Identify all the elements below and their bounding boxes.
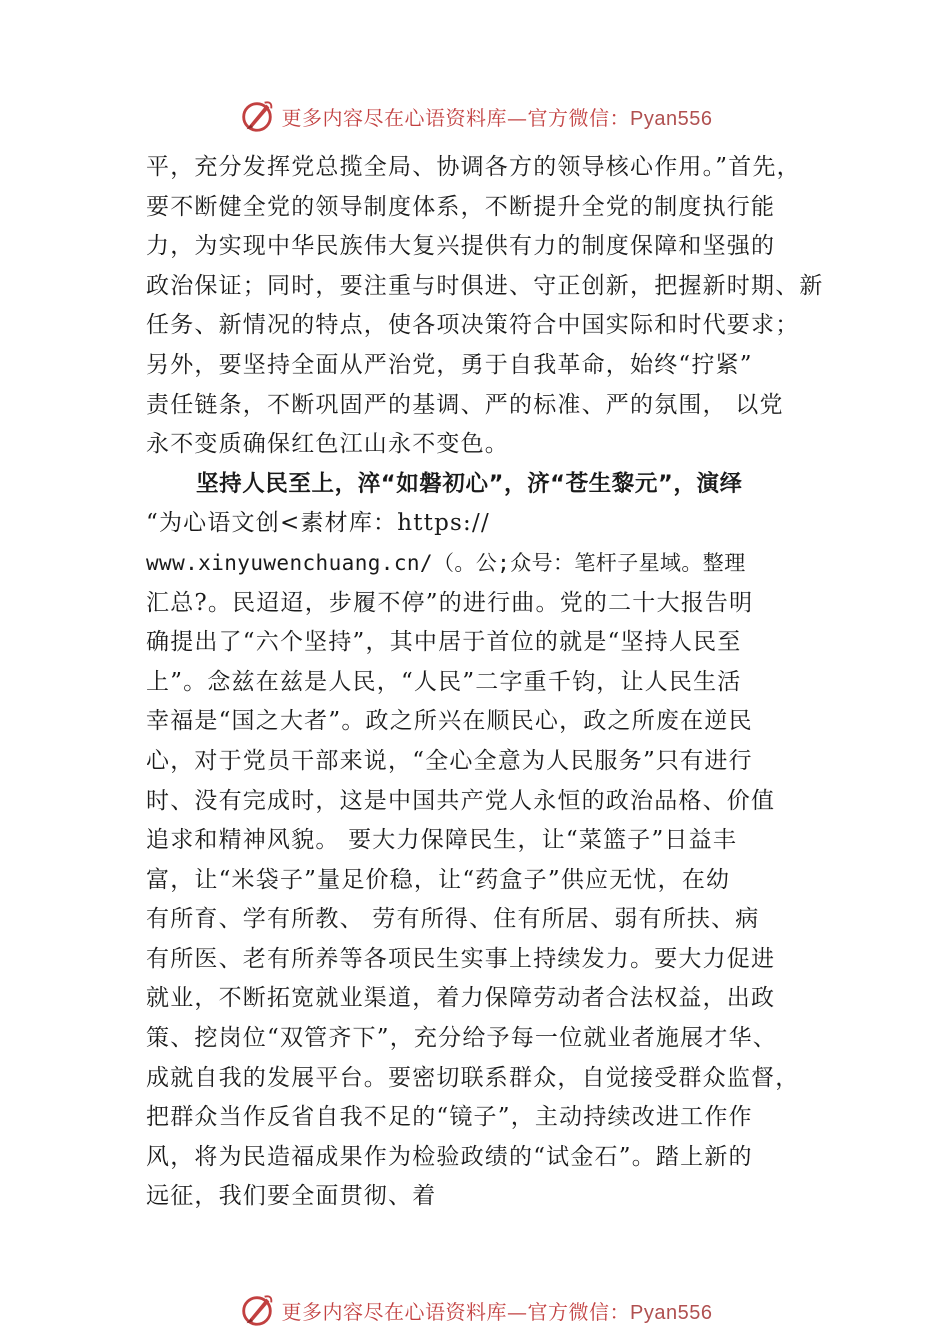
body-line: 就业，不断拓宽就业渠道，着力保障劳动者合法权益，出政 bbox=[146, 985, 776, 1012]
body-line-source: “为心语文创<素材库：https:// bbox=[146, 510, 490, 537]
header-banner-wechat-id: Pyan556 bbox=[630, 107, 713, 130]
body-line: 永不变质确保红色江山永不变色。 bbox=[146, 431, 509, 458]
body-line: 有所育、学有所教、 劳有所得、住有所居、弱有所扶、病 bbox=[146, 906, 760, 933]
body-line: 政治保证；同时，要注重与时俱进、守正创新，把握新时期、新 bbox=[146, 272, 824, 299]
header-banner bbox=[0, 94, 950, 138]
footer-banner-inner bbox=[238, 1291, 713, 1329]
body-line: 心，对于党员干部来说，“全心全意为人民服务”只有进行 bbox=[146, 747, 753, 774]
body-line: 追求和精神风貌。 要大力保障民生，让“菜篮子”日益丰 bbox=[146, 827, 738, 854]
body-line-url: www.xinyuwenchuang.cn/（。公;众号：笔杆子星域。整理 bbox=[146, 550, 746, 575]
header-banner-text bbox=[282, 102, 713, 131]
quill-pen-logo-icon bbox=[238, 97, 276, 135]
footer-banner bbox=[0, 1288, 950, 1332]
footer-banner-text bbox=[282, 1296, 713, 1325]
body-line: 幸福是“国之大者”。政之所兴在顺民心，政之所废在逆民 bbox=[146, 708, 753, 735]
body-line: 时、没有完成时，这是中国共产党人永恒的政治品格、价值 bbox=[146, 787, 776, 814]
footer-banner-wechat-id: Pyan556 bbox=[630, 1301, 713, 1324]
body-line: 责任链条，不断巩固严的基调、严的标准、严的氛围， 以党 bbox=[146, 391, 784, 418]
body-line: 远征，我们要全面贯彻、着 bbox=[146, 1183, 437, 1210]
header-banner-main: 更多内容尽在心语资料库—官方微信： bbox=[281, 105, 631, 130]
body-line: 确提出了“六个坚持”，其中居于首位的就是“坚持人民至 bbox=[146, 629, 742, 656]
body-line: 成就自我的发展平台。要密切联系群众，自觉接受群众监督， bbox=[146, 1064, 800, 1091]
body-line: 汇总?。民迢迢，步履不停”的进行曲。党的二十大报告明 bbox=[146, 589, 754, 616]
header-banner-inner bbox=[238, 97, 713, 135]
body-line: 另外，要坚持全面从严治党，勇于自我革命，始终“拧紧” bbox=[146, 351, 753, 378]
body-line: 任务、新情况的特点，使各项决策符合中国实际和时代要求； bbox=[146, 312, 800, 339]
body-line: 富，让“米袋子”量足价稳，让“药盒子”供应无忧，在幼 bbox=[146, 866, 731, 893]
quill-pen-logo-icon bbox=[238, 1291, 276, 1329]
body-line: 策、挖岗位“双管齐下”，充分给予每一位就业者施展才华、 bbox=[146, 1025, 777, 1052]
section-heading: 坚持人民至上，淬“如磐初心”，济“苍生黎元”，演绎 bbox=[196, 470, 743, 497]
body-line: 有所医、老有所养等各项民生实事上持续发力。要大力促进 bbox=[146, 945, 776, 972]
body-line: 要不断健全党的领导制度体系，不断提升全党的制度执行能 bbox=[146, 193, 776, 220]
body-line: 风，将为民造福成果作为检验政绩的“试金石”。踏上新的 bbox=[146, 1143, 753, 1170]
document-body bbox=[146, 148, 826, 1217]
footer-banner-main: 更多内容尽在心语资料库—官方微信： bbox=[281, 1299, 631, 1324]
body-line: 上”。念兹在兹是人民，“人民”二字重千钧，让人民生活 bbox=[146, 668, 742, 695]
body-line: 平，充分发挥党总揽全局、协调各方的领导核心作用。”首先， bbox=[146, 154, 801, 180]
body-line: 力，为实现中华民族伟大复兴提供有力的制度保障和坚强的 bbox=[146, 233, 776, 260]
body-line: 把群众当作反省自我不足的“镜子”，主动持续改进工作作 bbox=[146, 1104, 753, 1131]
